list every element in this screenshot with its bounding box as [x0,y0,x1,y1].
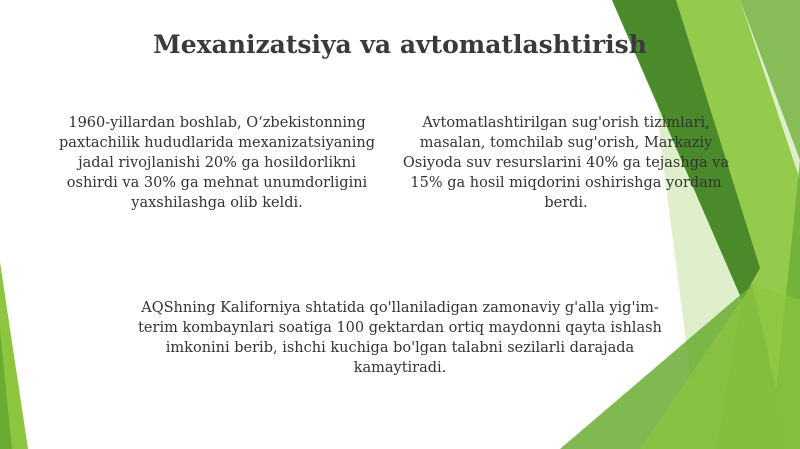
paragraph-automated-irrigation: Avtomatlashtirilgan sug'orish tizimlari, masalan, tomchilab sug'orish, Markaziy Osiyoda suv resurslarini 40% ga tejashga va 15% ga hosil miqdorini oshirishga yordam berdi. [402,115,730,211]
paragraph-mechanization-uzbekistan: 1960-yillardan boshlab, O‘zbekistonning paxtachilik hududlarida mexanizatsiyaning jadal rivojlanishi 20% ga hosildorlikni oshirdi va 30% ga mehnat unumdorligini yaxshilashga olib keldi. [58,115,376,211]
slide-title: Mexanizatsiya va avtomatlashtirish [153,30,647,59]
paragraph-combine-harvesters-usa: AQShning Kaliforniya shtatida qo'llaniladigan zamonaviy g'alla yig'im-terim kombaynlari soatiga 100 gektardan ortiq maydonni qayta ishlash imkonini berib, ishchi kuchiga bo'lgan talabni sezilarli darajada kamaytiradi. [138,300,662,376]
